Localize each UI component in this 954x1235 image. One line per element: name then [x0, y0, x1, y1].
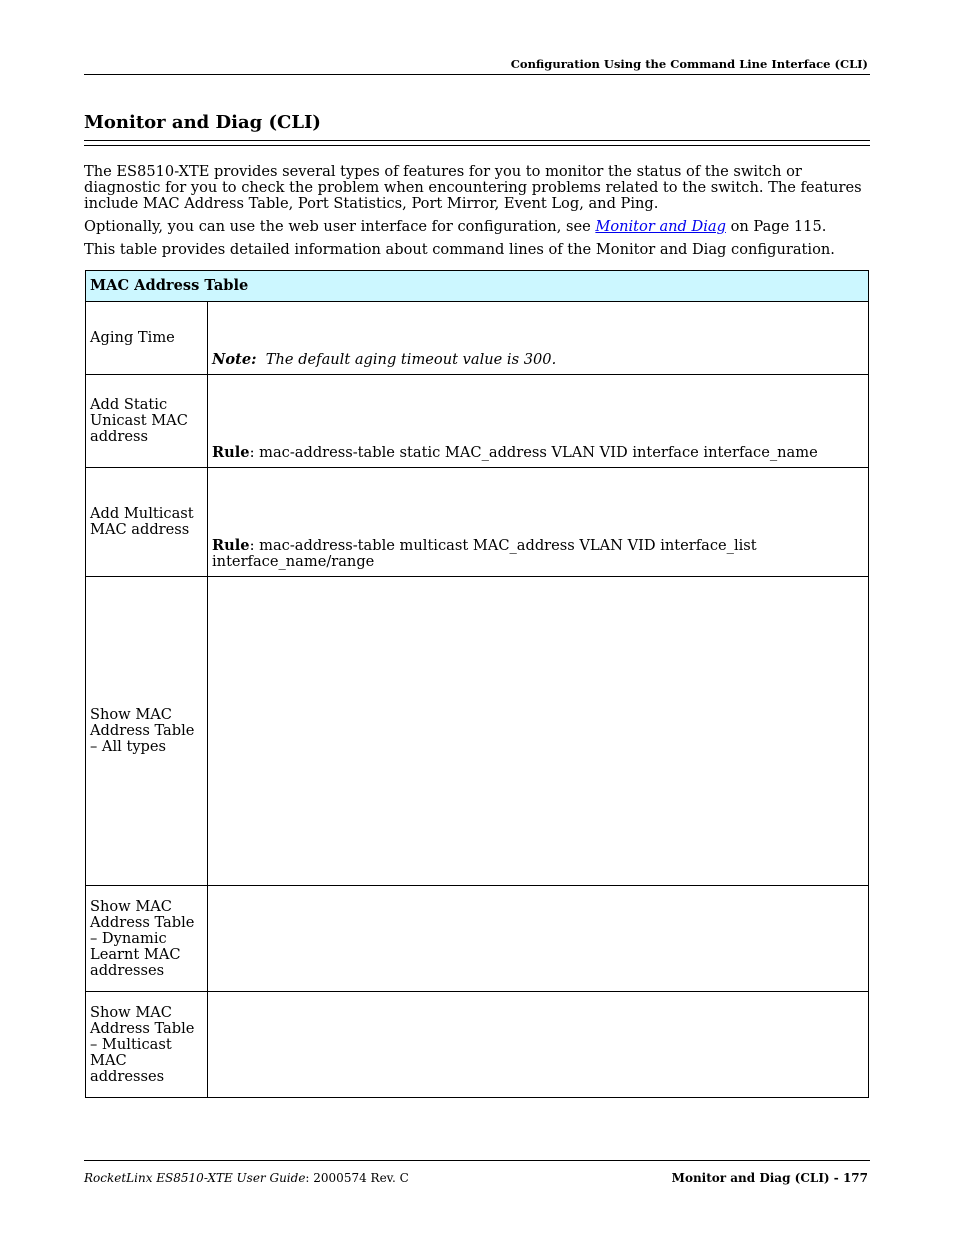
row-label: Add Multicast MAC address: [86, 468, 208, 577]
intro-paragraph: The ES8510-XTE provides several types of features for you to monitor the status of the switch or diagnostic for you to check the problem when encountering problems related to the switch. The features include MAC Address Table, Port Statistics, Port Mirror, Event Log, and Ping.: [84, 163, 862, 212]
table-intro-paragraph: This table provides detailed information about command lines of the Monitor and Diag configuration.: [84, 241, 835, 258]
monitor-and-diag-link[interactable]: Monitor and Diag: [595, 218, 726, 235]
web-ui-prefix: Optionally, you can use the web user interface for configuration, see: [84, 218, 596, 235]
row-content: [208, 577, 869, 886]
row-content: [208, 302, 869, 375]
footer-guide-title: RocketLinx ES8510-XTE User Guide: [84, 1171, 306, 1185]
row-content: [208, 886, 869, 992]
table-row: [86, 302, 869, 375]
title-rule: [84, 140, 870, 141]
table-row: [86, 886, 869, 992]
table-row: [86, 468, 869, 577]
title-rule-secondary: [84, 145, 870, 146]
footer-rule: [84, 1160, 870, 1161]
web-ui-suffix: on Page 115.: [725, 218, 827, 235]
table-header-row: [86, 271, 869, 302]
rule-label: Rule: [212, 537, 250, 554]
row-content: [208, 992, 869, 1098]
running-header: Configuration Using the Command Line Interface (CLI): [510, 57, 868, 71]
header-rule: [84, 74, 870, 75]
rule-label: Rule: [212, 444, 250, 461]
footer-page-number: Monitor and Diag (CLI) - 177: [671, 1171, 868, 1185]
table-row: [86, 375, 869, 468]
mac-address-table: [85, 270, 869, 1098]
row-label: Show MAC Address Table – Dynamic Learnt MAC addresses: [86, 886, 208, 992]
row-content: [208, 468, 869, 577]
footer-revision: : 2000574 Rev. C: [305, 1171, 409, 1185]
row-label: Aging Time: [86, 302, 208, 375]
row-label: Add Static Unicast MAC address: [86, 375, 208, 468]
rule-text: : mac-address-table multicast MAC_address VLAN VID interface_list interface_name/range: [212, 537, 757, 570]
section-title: Monitor and Diag (CLI): [84, 112, 321, 133]
row-label: Show MAC Address Table – Multicast MAC addresses: [86, 992, 208, 1098]
note-label: Note:: [212, 351, 257, 368]
body-text: [84, 164, 870, 265]
footer-document-info: [84, 1171, 409, 1185]
table-row: [86, 577, 869, 886]
table-row: [86, 992, 869, 1098]
note-text: The default aging timeout value is 300.: [265, 351, 557, 368]
row-content: [208, 375, 869, 468]
web-ui-paragraph: [84, 219, 870, 235]
row-label: Show MAC Address Table – All types: [86, 577, 208, 886]
rule-text: : mac-address-table static MAC_address VLAN VID interface interface_name: [249, 444, 818, 461]
table-header-cell: MAC Address Table: [86, 271, 869, 302]
